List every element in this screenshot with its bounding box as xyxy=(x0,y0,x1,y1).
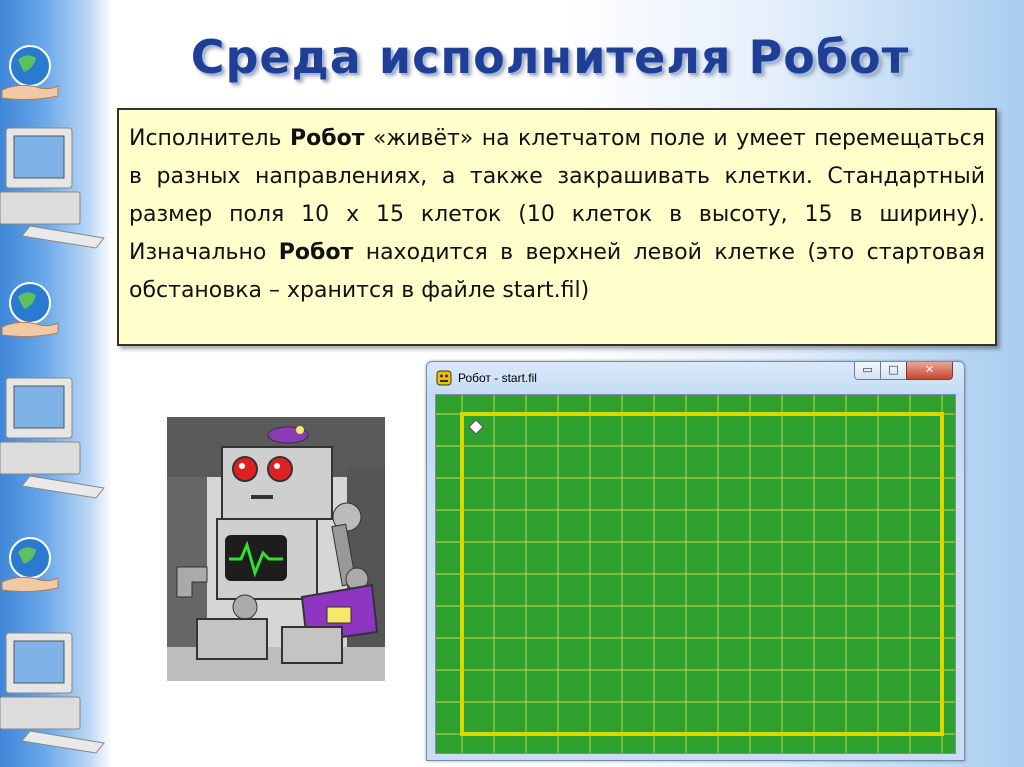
window-title: Робот - start.fil xyxy=(458,371,537,385)
computer-icon xyxy=(0,370,110,500)
description-text: находится в верхней левой клетке (это стартовая обстановка – хранится в файле start.fil) xyxy=(129,240,985,303)
close-button[interactable]: ✕ xyxy=(906,362,953,380)
description-bold-robot: Робот xyxy=(278,240,354,265)
slide-title: Среда исполнителя Робот xyxy=(190,30,910,84)
globe-hand-icon xyxy=(0,520,60,600)
description-bold-robot: Робот xyxy=(289,126,365,151)
minimize-button[interactable]: ▭ xyxy=(854,362,881,380)
robot-field[interactable] xyxy=(436,395,955,753)
maximize-button[interactable]: □ xyxy=(880,362,907,380)
computer-icon xyxy=(0,625,110,755)
description-text: «живёт» на клетчатом поле и умеет перемещаться в разных направлениях, а также закрашивать клетки. Стандартный размер поля 10 х 15 клеток (10 клеток в высоту, 15 в ширину). Изначально xyxy=(129,126,986,265)
robot-window xyxy=(426,361,965,761)
globe-hand-icon xyxy=(0,28,60,108)
description-text: Исполнитель xyxy=(129,126,290,151)
robot-field-panel xyxy=(435,394,956,754)
robot-face-icon xyxy=(436,370,452,386)
robot-illustration xyxy=(167,417,385,681)
description-box xyxy=(117,108,997,346)
decorative-sidebar xyxy=(0,0,112,767)
computer-icon xyxy=(0,120,110,250)
globe-hand-icon xyxy=(0,265,60,345)
